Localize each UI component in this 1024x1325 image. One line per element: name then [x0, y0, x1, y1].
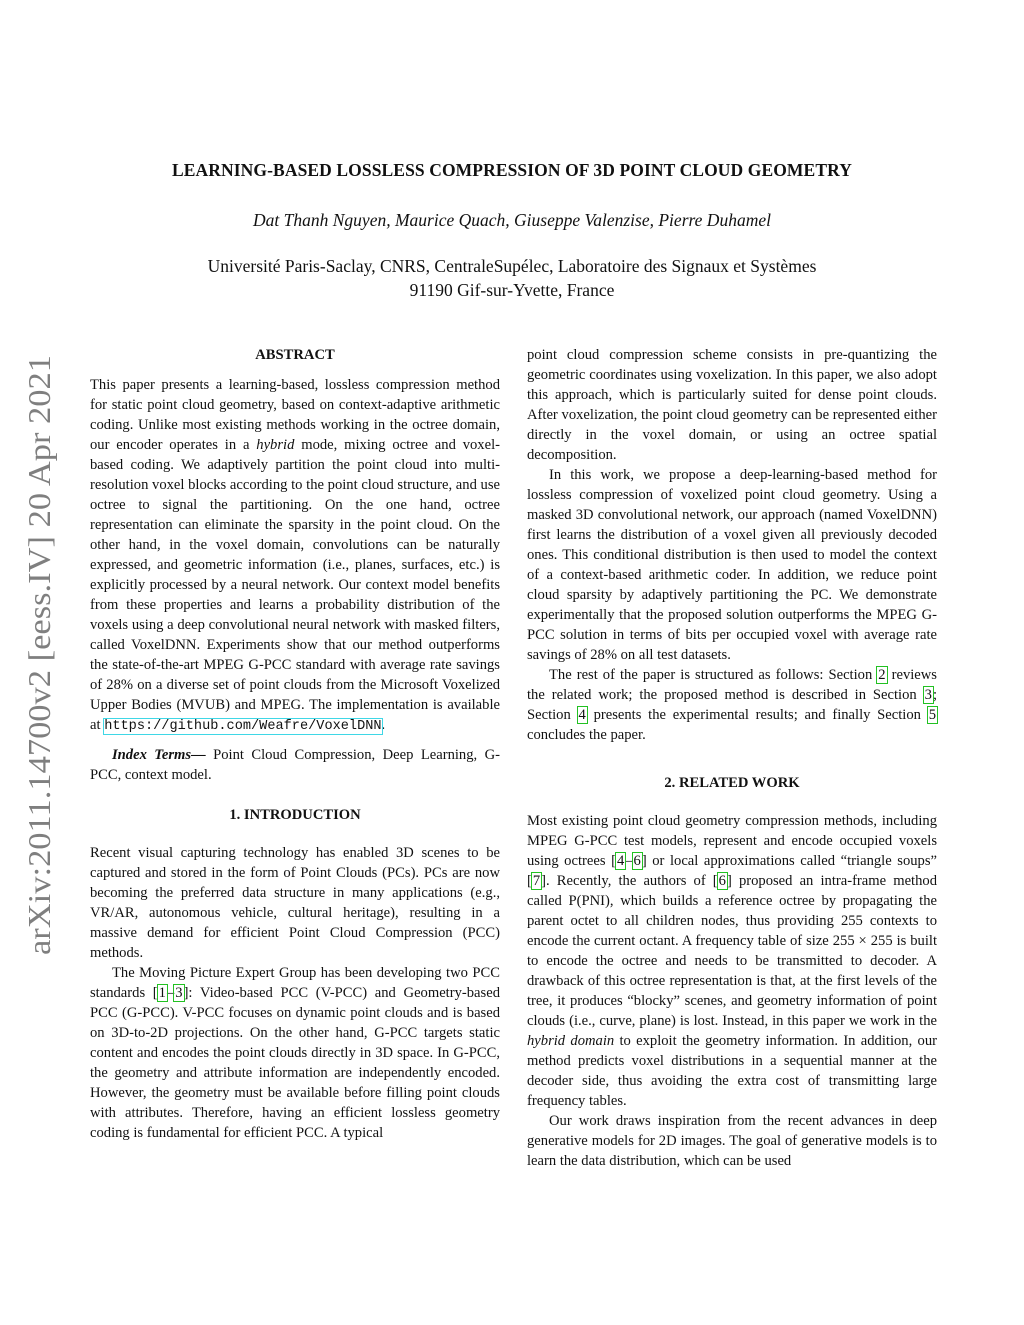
affiliation-line-2: 91190 Gif-sur-Yvette, France	[409, 280, 615, 300]
right-paragraph-1: point cloud compression scheme consists in pre-quantizing the geometric coordinates using voxelization. In this paper, we also adopt this approach, which is particularly suited for dense point clouds. After voxelization, the point cloud geometry can be represented either directly in the voxel domain, or using an octree spatial decomposition.	[527, 347, 937, 463]
intro-paragraph-2: The Moving Picture Expert Group has been developing two PCC standards [1–3]: Video-based PCC (V-PCC) and Geometry-based PCC (G-PCC). V-PCC focuses on dynamic point clouds and is based on 3D-to-2D projections. On the other hand, G-PCC targets static content and encodes the point clouds directly in 3D space. In G-PCC, the geometry and attribute information are independently encoded. However, the geometry must be available before filling point clouds with attributes. Therefore, having an efficient lossless geometry coding is fundamental for efficient PCC. A typical	[90, 965, 500, 1141]
arxiv-identifier-text: arXiv:2011.14700v2 [eess.IV] 20 Apr 2021	[21, 398, 57, 955]
right-paragraph-2: In this work, we propose a deep-learning-based method for lossless compression of voxelized point cloud geometry. Using a masked 3D convolutional network, our approach (named VoxelDNN) first learns the distribution of a voxel given all previously decoded ones. This conditional distribution is then used to model the context of a context-based arithmetic coder. In addition, we reduce point cloud sparsity by adaptively partitioning the PC. We demonstrate experimentally that the proposed solution outperforms the MPEG G-PCC solution in terms of bits per occupied voxel with average rate savings of 28% on all test datasets.	[527, 467, 937, 663]
index-terms: Index Terms— Point Cloud Compression, Deep Learning, G-PCC, context model.	[90, 747, 500, 783]
section-link-3[interactable]: 3	[924, 687, 932, 703]
right-paragraph-3: The rest of the paper is structured as follows: Section 2 reviews the related work; the proposed method is described in Section 3; Section 4 presents the experimental results; and finally Section 5 concludes the paper.	[527, 667, 937, 743]
affiliation-line-1: Université Paris-Saclay, CNRS, CentraleSupélec, Laboratoire des Signaux et Systèmes	[207, 256, 817, 276]
abstract-heading: ABSTRACT	[255, 347, 335, 363]
section-link-5[interactable]: 5	[928, 707, 936, 723]
citation-6b[interactable]: 6	[718, 873, 726, 889]
author-list: Dat Thanh Nguyen, Maurice Quach, Giuseppe Valenzise, Pierre Duhamel	[253, 210, 771, 230]
abstract-body: This paper presents a learning-based, lossless compression method for static point cloud geometry, based on context-adaptive arithmetic coding. Unlike most existing methods working in the octree domain, our encoder operates in a hybrid mode, mixing octree and voxel-based coding. We adaptively partition the point cloud into multi-resolution voxel blocks according to the point cloud structure, and use octree to signal the partitioning. On the one hand, octree representation can eliminate the sparsity in the point cloud. On the other hand, in the voxel domain, convolutions can be naturally expressed, and geometric information (i.e., planes, surfaces, etc.) is explicitly processed by a neural network. Our context model benefits from these properties and learns a probability distribution of the voxels using a deep convolutional neural network with masked filters, called VoxelDNN. Experiments show that our method outperforms the state-of-the-art MPEG G-PCC standard with average rate savings of 28% on a diverse set of point clouds from the Microsoft Voxelized Upper Bodies (MVUB) and MPEG. The implementation is available at https://github.com/Weafre/VoxelDNN.	[90, 377, 500, 734]
section-link-2[interactable]: 2	[878, 667, 886, 683]
introduction-heading: 1. INTRODUCTION	[229, 807, 361, 823]
intro-paragraph-1: Recent visual capturing technology has enabled 3D scenes to be captured and stored in the form of Point Clouds (PCs). PCs are now becoming the preferred data structure in many applications (e.g., VR/AR, autonomous vehicle, cultural heritage), resulting in a massive demand for efficient Point Cloud Compression (PCC) methods.	[90, 845, 500, 961]
related-paragraph-1: Most existing point cloud geometry compression methods, including MPEG G-PCC test models, represent and encode occupied voxels using octrees [4–6] or local approximations called “triangle soups” [7]. Recently, the authors of [6] proposed an intra-frame method called P(PNI), which builds a reference octree by propagating the parent octet to all children nodes, thus providing 255 contexts to encode the current octant. A frequency table of size 255 × 255 is built to encode the octree and needs to be transmitted to decoder. A drawback of this octree representation is that, at the first levels of the tree, it produces “blocky” scenes, and geometry information of point clouds (i.e., curve, plane) is lost. Instead, in this paper we work in the hybrid domain to exploit the geometry information. In addition, our method predicts voxel distributions in a sequential manner at the decoder side, thus avoiding the extra cost of transmitting large frequency tables.	[527, 813, 937, 1109]
section-link-4[interactable]: 4	[578, 707, 586, 723]
index-terms-label: Index Terms—	[112, 747, 206, 763]
github-link[interactable]: https://github.com/Weafre/VoxelDNN	[104, 719, 382, 734]
citation-1[interactable]: 1	[158, 985, 166, 1001]
related-work-heading: 2. RELATED WORK	[664, 775, 800, 791]
citation-3[interactable]: 3	[175, 985, 183, 1001]
left-column	[90, 345, 500, 1143]
related-paragraph-2: Our work draws inspiration from the recent advances in deep generative models for 2D images. The goal of generative models is to learn the data distribution, which can be used	[527, 1113, 937, 1169]
citation-7[interactable]: 7	[532, 873, 541, 889]
citation-6[interactable]: 6	[633, 853, 641, 869]
right-column	[527, 345, 937, 1171]
citation-4[interactable]: 4	[616, 853, 625, 869]
paper-title: LEARNING-BASED LOSSLESS COMPRESSION OF 3D POINT CLOUD GEOMETRY	[172, 160, 852, 180]
arxiv-identifier-stamp	[14, 350, 60, 960]
